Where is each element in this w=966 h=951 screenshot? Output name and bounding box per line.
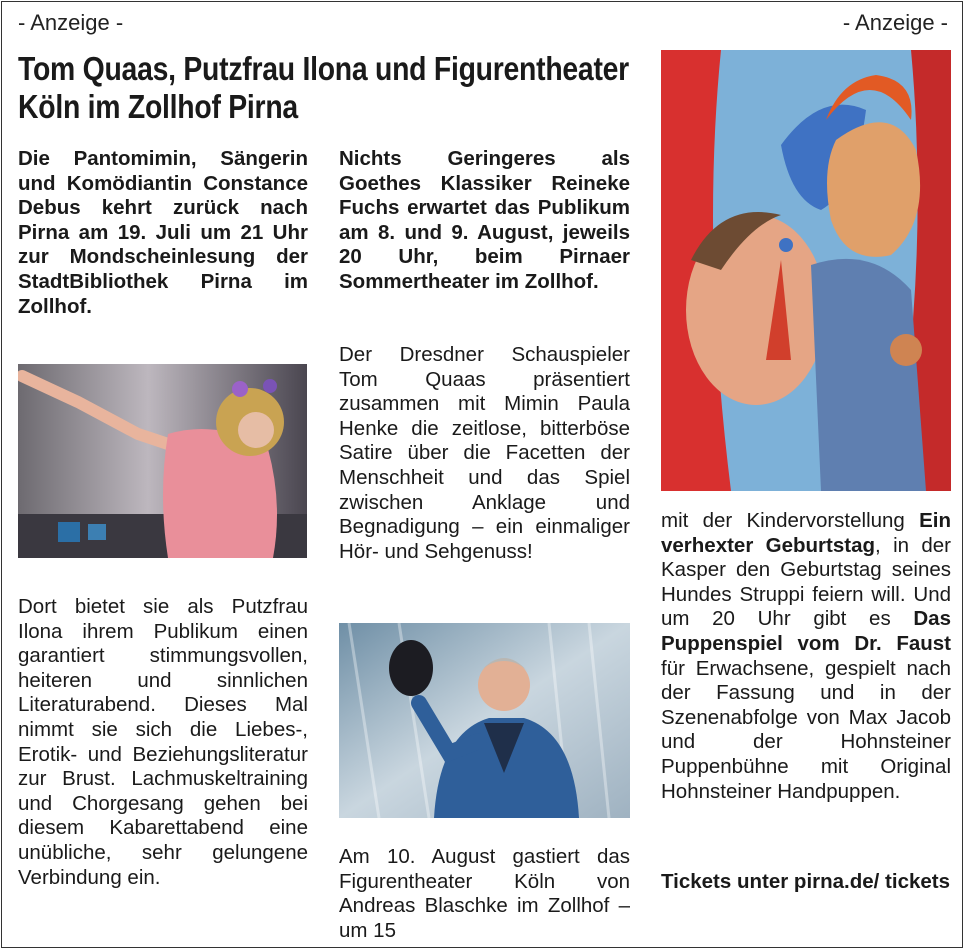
anzeige-label-right: - Anzeige -	[842, 10, 948, 35]
photo-tom-quaas	[339, 623, 630, 818]
col3-body-paragraph	[661, 509, 951, 804]
col3-text-3: für Erwachsene, gespielt nach der Fassung und in der Szenenabfolge von Max Jacob und der Hohnsteiner Puppenbühne mit Original Hohnsteiner Handpuppen.	[661, 656, 951, 803]
col3-text-2: , in der Kasper den Geburtstag seines Hundes Struppi feiern will. Und um 20 Uhr gibt es	[661, 533, 951, 631]
col1-body-paragraph: Dort bietet sie als Putzfrau Ilona ihrem Publikum einen garantiert stimmungsvollen, heiteren und sinnlichen Literaturabend. Dieses Mal nimmt sie sich die Liebes-, Erotik- und Beziehungsliteratur zur Brust. Lachmuskeltraining und Chorgesang gehen bei diesem Kabarettabend eine unübliche, sehr gelungene Verbindung ein.	[18, 595, 308, 889]
article-headline: Tom Quaas, Putzfrau Ilona und Figurentheater Köln im Zollhof Pirna	[18, 50, 629, 125]
tickets-info: Tickets unter pirna.de/ tickets	[661, 870, 951, 893]
col2-body-paragraph: Der Dresdner Schauspieler Tom Quaas präsentiert zusammen mit Mimin Paula Henke die zeitlose, bitterböse Satire über die Facetten der Menschheit und das Spiel zwischen Anklage und Begnadigung – ein einmaliger Hör- und Sehgenuss!	[339, 343, 630, 563]
photo-kasper-puppet	[661, 50, 951, 491]
photo-putzfrau-ilona	[18, 364, 307, 558]
col2-closing-paragraph: Am 10. August gastiert das Figurentheater Köln von Andreas Blaschke im Zollhof – um 15	[339, 845, 630, 942]
anzeige-label-left: - Anzeige -	[18, 10, 124, 35]
col3-text-1: mit der Kindervorstellung	[661, 509, 905, 532]
col3-bold-faust: Das Puppenspiel vom Dr. Faust	[661, 607, 951, 655]
col2-lead-paragraph: Nichts Geringeres als Goethes Klassiker Reineke Fuchs erwartet das Publikum am 8. und 9. August, jeweils 20 Uhr, beim Pirnaer Sommertheater im Zollhof.	[339, 147, 630, 293]
col3-bold-kindervorstellung: Ein verhexter Geburtstag	[661, 509, 951, 557]
col1-lead-paragraph: Die Pantomimin, Sängerin und Komödiantin Constance Debus kehrt zurück nach Pirna am 19. Juli um 21 Uhr zur Mondscheinlesung der StadtBibliothek Pirna im Zollhof.	[18, 147, 308, 318]
